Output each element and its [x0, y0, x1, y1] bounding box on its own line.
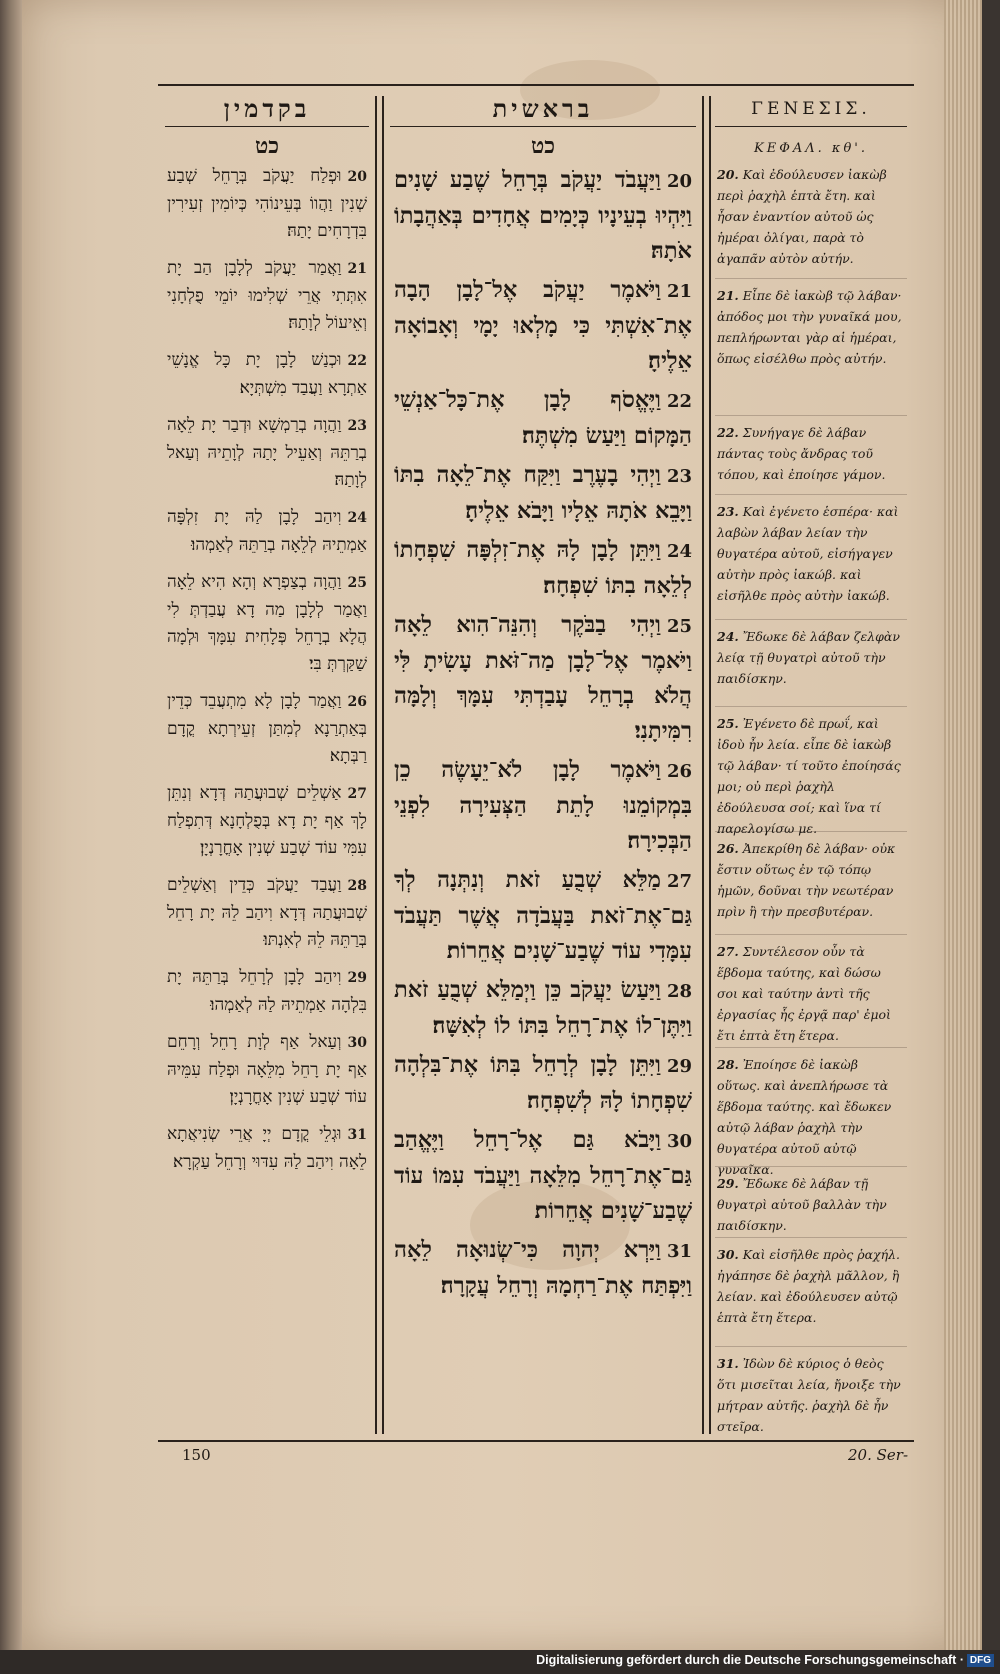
- greek-verse: [715, 713, 907, 836]
- greek-verse: [715, 164, 907, 276]
- verse-text: וַהֲוָה בְצַפְרָא וְהָא הִיא לֵאָה וַאֲמַר לְלָבָן מַה דָא עֲבַדְתְּ לִי הֲלָא בְרָחֵל פְּלָחִית עִמָּךְ וּלְמָה שַׁקַּרְתְּ בִּי׃: [167, 572, 367, 674]
- verse-text: וַיֶּאֱסֹף לָבָן אֶת־כָּל־אַנְשֵׁי הַמָּקוֹם וַיַּעַשׂ מִשְׁתֶּה׃: [394, 387, 692, 449]
- verse-number: 31.: [717, 1356, 739, 1371]
- verse-number: 27.: [717, 944, 739, 959]
- column-divider: [375, 96, 377, 1434]
- targum-verse: [165, 255, 369, 337]
- verse-number: 28: [347, 878, 367, 894]
- verse-text: מַלֵּא שְׁבֻעַ זֹאת וְנִתְּנָה לְךָ גַּם־אֶת־זֹאת בַּעֲבֹדָה אֲשֶׁר תַּעֲבֹד עִמָּדִי עוֹד שֶׁבַע־שָׁנִים אֲחֵרוֹת׃: [394, 867, 692, 964]
- verse-separator: [715, 934, 907, 935]
- verse-number: 24.: [717, 629, 739, 644]
- verse-text: Καὶ ἐγένετο ἑσπέρα· καὶ λαβὼν λάβαν λείαν τὴν θυγατέρα αὐτοῦ, εἰσήγαγεν αὐτὴν πρὸς ἰακώβ. καὶ εἰσῆλθε πρὸς αὐτὴν ἰακώβ.: [717, 504, 899, 603]
- verse-number: 29: [347, 970, 367, 986]
- verse-number: 26: [347, 694, 367, 710]
- verse-number: 21.: [717, 288, 739, 303]
- verse-number: 23.: [717, 504, 739, 519]
- verse-number: 24: [666, 541, 692, 562]
- column-divider: [702, 96, 704, 1434]
- hebrew-verse: [390, 163, 696, 269]
- verse-number: 30: [666, 1131, 692, 1152]
- verse-text: וּגְלֵי קֳדָם יְיָ אֲרֵי שְׂנִיאֲתָא לֵאָה וִיהַב לַהּ עִדּוּי וְרָחֵל עַקְרָא׃: [167, 1124, 367, 1172]
- verse-number: 29.: [717, 1176, 739, 1191]
- column-divider: [709, 96, 711, 1434]
- greek-verse: [715, 501, 907, 617]
- greek-column: [715, 92, 907, 1433]
- verse-text: Καὶ ἐδούλευσεν ἰακὼβ περὶ ῥαχὴλ ἑπτὰ ἔτη. καὶ ἦσαν ἐναντίον αὐτοῦ ὡς ἡμέραι ὀλίγαι, παρὰ τὸ ἀγαπᾶν αὐτὸν αὐτήν.: [717, 167, 887, 266]
- verse-text: וַעֲבַד יַעֲקֹב כְּדֵין וְאַשְׁלֵים שְׁבוּעֲתַהּ דְּדָא וִיהַב לֵהּ יָת רָחֵל בְּרַתֵּהּ לֵהּ לְאִנְתּוּ׃: [167, 875, 367, 950]
- verse-text: וּפְלַח יַעֲקֹב בְּרָחֵל שְׁבַע שְׁנִין וַהֲווֹ בְּעֵינוֹהִי כְּיוֹמִין זְעִירִין בִּדְרָחִים יָתַהּ׃: [167, 166, 367, 241]
- hebrew-verse: [390, 533, 696, 604]
- verse-text: וַאֲמַר יַעֲקֹב לְלָבָן הַב יָת אִתְּתִי אֲרֵי שְׁלִימוּ יוֹמֵי פֻלְחָנִי וְאֵיעוֹל לְוָתַהּ׃: [167, 258, 367, 333]
- verse-number: 29: [666, 1056, 692, 1077]
- hebrew-verse: [390, 273, 696, 379]
- verse-separator: [715, 619, 907, 620]
- targum-verse: [165, 964, 369, 1019]
- greek-header: ΓΕΝΕΣΙΣ.: [715, 92, 907, 127]
- verse-text: Ἔδωκε δὲ λάβαν ζελφὰν λείᾳ τῇ θυγατρὶ αὐτοῦ τὴν παιδίσκην.: [717, 629, 900, 686]
- greek-verse: [715, 1244, 907, 1344]
- verse-number: 25: [347, 575, 367, 591]
- verse-number: 30.: [717, 1247, 739, 1262]
- verse-text: Ἔδωκε δὲ λάβαν τῇ θυγατρὶ αὐτοῦ βαλλὰν τὴν παιδίσκην.: [717, 1176, 887, 1233]
- hebrew-verse: [390, 1123, 696, 1229]
- targum-verse: [165, 1121, 369, 1176]
- verse-separator: [715, 415, 907, 416]
- targum-verse: [165, 688, 369, 770]
- verse-number: 20: [347, 169, 367, 185]
- verse-text: Καὶ εἰσῆλθε πρὸς ῥαχήλ. ἠγάπησε δὲ ῥαχὴλ μᾶλλον, ἢ λείαν. καὶ ἐδούλευσεν αὐτῷ ἑπτὰ ἔτη ἕτερα.: [717, 1247, 900, 1325]
- targum-verse: [165, 504, 369, 559]
- verse-text: Συνήγαγε δὲ λάβαν πάντας τοὺς ἄνδρας τοῦ τόπου, καὶ ἐποίησε γάμον.: [717, 425, 886, 482]
- verse-number: 31: [666, 1241, 692, 1262]
- verse-text: וַיָּבֹא גַּם אֶל־רָחֵל וַיֶּאֱהַב גַּם־אֶת־רָחֵל מִלֵּאָה וַיַּעֲבֹד עִמּוֹ עוֹד שֶׁבַע־שָׁנִים אֲחֵרוֹת׃: [394, 1127, 692, 1224]
- verse-text: וַיַּעֲבֹד יַעֲקֹב בְּרָחֵל שֶׁבַע שָׁנִים וַיִּהְיוּ בְעֵינָיו כְּיָמִים אֲחָדִים בְּאַהֲבָתוֹ אֹתָהּ׃: [394, 167, 692, 264]
- verse-number: 22.: [717, 425, 739, 440]
- verse-text: Ἰδὼν δὲ κύριος ὁ θεὸς ὅτι μισεῖται λεία, ἤνοιξε τὴν μήτραν αὐτῆς. ῥαχὴλ δὲ ἦν στεῖρα.: [717, 1356, 901, 1434]
- hebrew-verse: [390, 608, 696, 749]
- verse-text: וַיִּתֵּן לָבָן לְרָחֵל בִּתּוֹ אֶת־בִּלְהָה שִׁפְחָתוֹ לָהּ לְשִׁפְחָה׃: [394, 1052, 692, 1114]
- targum-verse: [165, 347, 369, 402]
- verse-number: 22: [347, 353, 367, 369]
- footer-credit: Digitalisierung gefördert durch die Deutsche Forschungsgemeinschaft ·: [536, 1653, 964, 1667]
- verse-text: וּכְנַשׁ לָבָן יָת כָּל אֱנָשֵׁי אַתְרָא וַעֲבַד מִשְׁתְּיָא׃: [167, 350, 367, 398]
- verse-text: וַיֹּאמֶר לָבָן לֹא־יֵעָשֶׂה כֵן בִּמְקוֹמֵנוּ לָתֵת הַצְּעִירָה לִפְנֵי הַבְּכִירָה׃: [394, 757, 692, 854]
- targum-verse: [165, 780, 369, 862]
- column-divider: [382, 96, 384, 1434]
- hebrew-verse: [390, 973, 696, 1044]
- hebrew-verse: [390, 863, 696, 969]
- hebrew-verse: [390, 383, 696, 454]
- verse-text: אַשְׁלֵים שְׁבוּעֲתַהּ דְּדָא וְנִתֵּן לָךְ אַף יָת דָא בְּפֻלְחָנָא דְּתִפְלַח עִמִּי עוֹד שְׁבַע שְׁנִין אָחֳרָנְיָן׃: [167, 783, 367, 858]
- verse-number: 25: [666, 616, 692, 637]
- targum-verse: [165, 1029, 369, 1111]
- hebrew-verse: [390, 1233, 696, 1304]
- verse-number: 21: [347, 261, 367, 277]
- verse-number: 24: [347, 510, 367, 526]
- verse-number: 20.: [717, 167, 739, 182]
- targum-verse: [165, 569, 369, 678]
- verse-text: וִיהַב לָבָן לַהּ יָת זִלְפָּה אַמְתֵיהּ לְלֵאָה בְרַתֵּהּ לְאַמְהוּ׃: [167, 507, 367, 555]
- verse-text: וַיִּתֵּן לָבָן לָהּ אֶת־זִלְפָּה שִׁפְחָתוֹ לְלֵאָה בִתּוֹ שִׁפְחָה׃: [394, 537, 692, 599]
- hebrew-verse: [390, 1048, 696, 1119]
- verse-separator: [715, 494, 907, 495]
- greek-verse: [715, 941, 907, 1045]
- greek-chapter-heading: ΚΕΦΑΛ. κθ'.: [754, 141, 868, 156]
- verse-number: 28: [666, 981, 692, 1002]
- verse-text: וַאֲמַר לָבָן לָא מִתְעֲבֵד כְּדֵין בְּאַתְרַנָא לְמִתַּן זְעֵירְתָא קֳדָם רַבְּתָא׃: [167, 691, 367, 766]
- verse-text: Εἶπε δὲ ἰακὼβ τῷ λάβαν· ἀπόδος μοι τὴν γυναῖκά μου, πεπλήρωνται γὰρ αἱ ἡμέραι, ὅπως εἰσέλθω πρὸς αὐτήν.: [717, 288, 902, 366]
- hebrew-verse: [390, 458, 696, 529]
- greek-verse: [715, 1173, 907, 1235]
- greek-verse: [715, 285, 907, 413]
- targum-chapter-number: כט: [254, 133, 280, 159]
- verse-number: 28.: [717, 1057, 739, 1072]
- verse-number: 25.: [717, 716, 739, 731]
- verse-separator: [715, 1237, 907, 1238]
- hebrew-verse: [390, 753, 696, 859]
- targum-verse-list: [165, 163, 369, 1176]
- verse-text: וַיֹּאמֶר יַעֲקֹב אֶל־לָבָן הָבָה אֶת־אִשְׁתִּי כִּי מָלְאוּ יָמָי וְאָבוֹאָה אֵלֶיהָ׃: [394, 277, 692, 374]
- catchword: 20. Ser-: [848, 1446, 909, 1464]
- greek-verse: [715, 422, 907, 492]
- verse-separator: [715, 1047, 907, 1048]
- greek-verse: [715, 838, 907, 932]
- targum-header: בקדמין: [165, 92, 369, 127]
- verse-number: 22: [666, 391, 692, 412]
- targum-verse: [165, 872, 369, 954]
- hebrew-header: בראשית: [390, 92, 696, 127]
- verse-text: וַיַּרְא יְהוָה כִּי־שְׂנוּאָה לֵאָה וַיִּפְתַּח אֶת־רַחְמָהּ וְרָחֵל עֲקָרָה׃: [394, 1237, 692, 1299]
- verse-number: 23: [666, 466, 692, 487]
- verse-separator: [715, 278, 907, 279]
- verse-number: 20: [666, 171, 692, 192]
- dfg-logo-icon: DFG: [967, 1654, 994, 1667]
- verse-number: 27: [347, 786, 367, 802]
- verse-number: 30: [347, 1035, 367, 1051]
- verse-number: 31: [347, 1127, 367, 1143]
- verse-number: 21: [666, 281, 692, 302]
- verse-text: Ἐγένετο δὲ πρωΐ, καὶ ἰδοὺ ἦν λεία. εἶπε δὲ ἰακὼβ τῷ λάβαν· τί τοῦτο ἐποίησάς μοι; οὐ περὶ ῥαχὴλ ἐδούλευσα σοί; καὶ ἵνα τί παρελογίσω με.: [717, 716, 901, 836]
- verse-separator: [715, 706, 907, 707]
- targum-verse: [165, 163, 369, 245]
- greek-verse-list: [715, 164, 907, 1433]
- top-rule: [158, 84, 914, 86]
- verse-text: וְעַאל אַף לְוָת רָחֵל וְרָחֵם אַף יָת רָחֵל מִלֵּאָה וּפְלַח עִמֵּיהּ עוֹד שְׁבַע שְׁנִין אָחֳרָנְיָן׃: [167, 1032, 367, 1107]
- greek-verse: [715, 626, 907, 704]
- hebrew-verse-list: [390, 163, 696, 1304]
- verse-text: Συντέλεσον οὖν τὰ ἕβδομα ταύτης, καὶ δώσω σοι καὶ ταύτην ἀντὶ τῆς ἐργασίας ἧς ἐργᾷ παρ' ἐμοὶ ἔτι ἑπτὰ ἔτη ἕτερα.: [717, 944, 891, 1043]
- verse-text: Ἀπεκρίθη δὲ λάβαν· οὐκ ἔστιν οὕτως ἐν τῷ τόπῳ ἡμῶν, δοῦναι τὴν νεωτέραν πρὶν ἢ τὴν πρεσβυτέραν.: [717, 841, 896, 919]
- verse-number: 26: [666, 761, 692, 782]
- page-number: 150: [182, 1446, 211, 1464]
- verse-separator: [715, 1346, 907, 1347]
- verse-number: 27: [666, 871, 692, 892]
- verse-number: 23: [347, 418, 367, 434]
- verse-number: 26.: [717, 841, 739, 856]
- hebrew-chapter-number: כט: [530, 133, 556, 159]
- verse-text: וַיְהִי בָעֶרֶב וַיִּקַּח אֶת־לֵאָה בִתּוֹ וַיָּבֵא אֹתָהּ אֵלָיו וַיָּבֹא אֵלֶיהָ׃: [394, 462, 692, 524]
- verse-text: Ἐποίησε δὲ ἰακὼβ οὕτως. καὶ ἀνεπλήρωσε τὰ ἕβδομα ταύτης. καὶ ἔδωκεν αὐτῷ λάβαν ῥαχὴλ τὴν θυγατέρα αὐτοῦ αὐτῷ γυναῖκα.: [717, 1057, 892, 1177]
- page-edge: [944, 0, 982, 1650]
- greek-verse: [715, 1054, 907, 1177]
- targum-verse: [165, 412, 369, 494]
- targum-column: [165, 92, 369, 1186]
- verse-text: וִיהַב לָבָן לְרָחֵל בְּרַתֵּהּ יָת בִּלְהָה אַמְתֵיהּ לַהּ לְאַמְהוּ׃: [167, 967, 367, 1015]
- verse-text: וַיְהִי בַבֹּקֶר וְהִנֵּה־הִוא לֵאָה וַיֹּאמֶר אֶל־לָבָן מַה־זֹּאת עָשִׂיתָ לִּי הֲלֹא בְרָחֵל עָבַדְתִּי עִמָּךְ וְלָמָּה רִמִּיתָנִי׃: [394, 612, 692, 744]
- bottom-rule: [158, 1440, 914, 1442]
- verse-text: וַהֲוָה בְרַמְשָׁא וּדְבַר יָת לֵאָה בְרַתֵּהּ וְאַעֵיל יָתַהּ לְוָתֵיהּ וְעַאל לְוָתַהּ׃: [167, 415, 367, 490]
- verse-text: וַיַּעַשׂ יַעֲקֹב כֵּן וַיְמַלֵּא שְׁבֻעַ זֹאת וַיִּתֶּן־לוֹ אֶת־רָחֵל בִּתּוֹ לוֹ לְאִשָּׁה׃: [394, 977, 692, 1039]
- greek-verse: [715, 1353, 907, 1433]
- hebrew-column: [390, 92, 696, 1308]
